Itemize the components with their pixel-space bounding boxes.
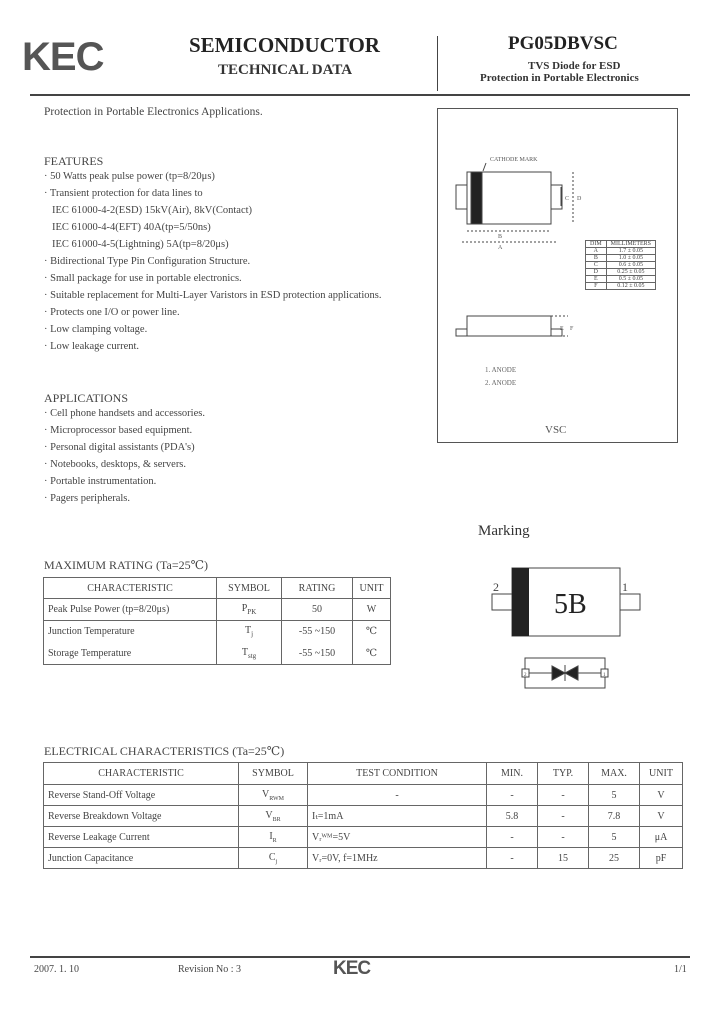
marking-cathode-band <box>512 568 529 636</box>
feature-item: · Bidirectional Type Pin Configuration Structure. <box>44 256 251 267</box>
elec-char-cell: Reverse Breakdown Voltage <box>44 806 239 827</box>
feature-item: IEC 61000-4-5(Lightning) 5A(tp=8/20μs) <box>52 239 229 250</box>
application-item: · Pagers peripherals. <box>44 493 131 504</box>
footer-revision: Revision No : 3 <box>178 964 242 975</box>
side-body <box>467 316 551 336</box>
max-symbol-cell: $P_{PK}$ <box>217 599 282 621</box>
side-view <box>456 316 568 336</box>
marking-lead-right <box>620 594 640 610</box>
dim-cell: A <box>586 248 607 255</box>
pin-1-label: 1. ANODE <box>485 366 517 374</box>
dim-c-label: C <box>565 196 570 202</box>
max-unit-cell: ℃ <box>353 621 391 643</box>
feature-item: · Low clamping voltage. <box>44 324 148 335</box>
part-description-1: TVS Diode for ESD <box>528 60 621 72</box>
elec-symbol-cell: $V_{BR}$ <box>239 806 308 827</box>
elec-max-cell: 25 <box>589 848 640 869</box>
dim-a-label: A <box>498 245 503 251</box>
elec-min-cell: - <box>487 848 538 869</box>
max-header-cell: CHARACTERISTIC <box>44 578 217 599</box>
elec-header-cell: MIN. <box>487 763 538 785</box>
dim-cell: F <box>586 283 607 290</box>
elec-max-cell: 5 <box>589 827 640 848</box>
dim-cell: 0.12 ± 0.05 <box>606 283 655 290</box>
elec-unit-cell: V <box>640 806 683 827</box>
dim-d-label: D <box>577 196 582 202</box>
max-unit-cell: ℃ <box>353 643 391 665</box>
applications-list <box>44 408 205 510</box>
header-rule <box>30 94 690 96</box>
max-rating-cell: 50 <box>282 599 353 621</box>
dim-cell: E <box>586 276 607 283</box>
elec-min-cell: - <box>487 827 538 848</box>
table-row <box>44 621 391 643</box>
elec-unit-cell: V <box>640 785 683 806</box>
application-item: · Portable instrumentation. <box>44 476 157 487</box>
lead-right <box>551 185 562 209</box>
footer-date: 2007. 1. 10 <box>34 964 79 975</box>
feature-item: · Protects one I/O or power line. <box>44 307 180 318</box>
header-divider <box>437 36 438 91</box>
max-symbol-cell: $T_j$ <box>217 621 282 643</box>
elec-header-cell: TEST CONDITION <box>308 763 487 785</box>
intro-text: Protection in Portable Electronics Applications. <box>44 106 263 118</box>
feature-item: · Transient protection for data lines to <box>44 188 203 199</box>
max-rating-cell: -55 ~150 <box>282 621 353 643</box>
elec-typ-cell: - <box>538 827 589 848</box>
max-rating-table <box>43 577 391 665</box>
elec-header-cell: CHARACTERISTIC <box>44 763 239 785</box>
header-subtitle: TECHNICAL DATA <box>218 62 353 78</box>
marking-pin-left: 2 <box>493 580 499 594</box>
pin-2-label: 2. ANODE <box>485 379 517 387</box>
dim-cell: 1.0 ± 0.05 <box>606 255 655 262</box>
elec-unit-cell: pF <box>640 848 683 869</box>
table-row <box>44 827 683 848</box>
elec-typ-cell: - <box>538 806 589 827</box>
elec-unit-cell: μA <box>640 827 683 848</box>
max-header-cell: SYMBOL <box>217 578 282 599</box>
elec-header-cell: MAX. <box>589 763 640 785</box>
table-row <box>44 643 391 665</box>
feature-item: IEC 61000-4-2(ESD) 15kV(Air), 8kV(Contact) <box>52 205 253 216</box>
elec-typ-cell: - <box>538 785 589 806</box>
elec-typ-cell: 15 <box>538 848 589 869</box>
dim-cell: 0.25 ± 0.05 <box>606 269 655 276</box>
marking-code: 5B <box>554 589 587 620</box>
diode-symbol <box>525 658 605 688</box>
elec-table <box>43 762 683 869</box>
marking-drawing <box>480 560 680 690</box>
max-char-cell: Junction Temperature <box>44 621 217 643</box>
elec-min-cell: - <box>487 785 538 806</box>
part-number: PG05DBVSC <box>508 33 618 54</box>
application-item: · Notebooks, desktops, & servers. <box>44 459 187 470</box>
feature-item: · Suitable replacement for Multi-Layer Varistors in ESD protection applications. <box>44 290 382 301</box>
elec-char-cell: Reverse Leakage Current <box>44 827 239 848</box>
symbol-pin-left: 2 <box>524 673 527 678</box>
elec-header-cell: SYMBOL <box>239 763 308 785</box>
part-description-2: Protection in Portable Electronics <box>480 72 639 84</box>
dim-cell: 0.6 ± 0.05 <box>606 262 655 269</box>
feature-item: · Small package for use in portable electronics. <box>44 273 242 284</box>
max-header-cell: UNIT <box>353 578 391 599</box>
max-rating-cell: -55 ~150 <box>282 643 353 665</box>
header-title: SEMICONDUCTOR <box>189 33 380 57</box>
marking-title: Marking <box>478 523 530 539</box>
cathode-leader <box>483 163 486 171</box>
table-row <box>44 785 683 806</box>
feature-item: · Low leakage current. <box>44 341 140 352</box>
top-view <box>456 163 573 242</box>
dim-header-dim: DIM <box>586 241 607 248</box>
application-item: · Microprocessor based equipment. <box>44 425 193 436</box>
dim-f-label: F <box>570 326 574 332</box>
symbol-pin-right: 1 <box>603 673 606 678</box>
side-lead-left <box>456 329 467 336</box>
elec-symbol-cell: $I_R$ <box>239 827 308 848</box>
elec-header-cell: TYP. <box>538 763 589 785</box>
dim-header-mm: MILLIMETERS <box>606 241 655 248</box>
company-logo: KEC <box>22 35 104 79</box>
footer-page: 1/1 <box>674 964 687 975</box>
elec-symbol-cell: $V_{RWM}$ <box>239 785 308 806</box>
elec-cond-cell: Vᵣ=0V, f=1MHz <box>308 848 487 869</box>
dim-cell: B <box>586 255 607 262</box>
elec-cond-cell: Vᵣᵂᴹ=5V <box>308 827 487 848</box>
table-row <box>44 599 391 621</box>
dim-cell: 0.5 ± 0.05 <box>606 276 655 283</box>
elec-title: ELECTRICAL CHARACTERISTICS (Ta=25℃) <box>44 744 285 758</box>
elec-symbol-cell: $C_j$ <box>239 848 308 869</box>
footer-logo: KEC <box>333 958 371 979</box>
application-item: · Cell phone handsets and accessories. <box>44 408 205 419</box>
package-name: VSC <box>545 424 567 436</box>
elec-char-cell: Reverse Stand-Off Voltage <box>44 785 239 806</box>
feature-item: IEC 61000-4-4(EFT) 40A(tp=5/50ns) <box>52 222 211 233</box>
cathode-band <box>471 172 482 224</box>
application-item: · Personal digital assistants (PDA's) <box>44 442 195 453</box>
elec-max-cell: 5 <box>589 785 640 806</box>
applications-title: APPLICATIONS <box>44 391 129 405</box>
dim-cell: D <box>586 269 607 276</box>
elec-cond-cell: Iₜ=1mA <box>308 806 487 827</box>
cathode-mark-label: CATHODE MARK <box>490 157 538 163</box>
dimension-table <box>585 240 656 290</box>
marking-pin-right: 1 <box>622 580 628 594</box>
max-header-cell: RATING <box>282 578 353 599</box>
max-unit-cell: W <box>353 599 391 621</box>
elec-min-cell: 5.8 <box>487 806 538 827</box>
elec-max-cell: 7.8 <box>589 806 640 827</box>
dim-b-label: B <box>498 234 503 240</box>
features-title: FEATURES <box>44 154 104 168</box>
table-row <box>44 848 683 869</box>
marking-lead-left <box>492 594 512 610</box>
elec-cond-cell: - <box>308 785 487 806</box>
dim-cell: C <box>586 262 607 269</box>
max-char-cell: Storage Temperature <box>44 643 217 665</box>
max-symbol-cell: $T_{stg}$ <box>217 643 282 665</box>
package-outline-box <box>437 108 678 443</box>
elec-char-cell: Junction Capacitance <box>44 848 239 869</box>
dim-e-label: E <box>560 326 564 332</box>
table-row <box>44 806 683 827</box>
feature-item: · 50 Watts peak pulse power (tp=8/20μs) <box>44 171 215 182</box>
dim-cell: 1.7 ± 0.05 <box>606 248 655 255</box>
features-list <box>44 171 381 358</box>
max-rating-title: MAXIMUM RATING (Ta=25℃) <box>44 558 209 572</box>
elec-header-cell: UNIT <box>640 763 683 785</box>
max-char-cell: Peak Pulse Power (tp=8/20μs) <box>44 599 217 621</box>
lead-left <box>456 185 467 209</box>
